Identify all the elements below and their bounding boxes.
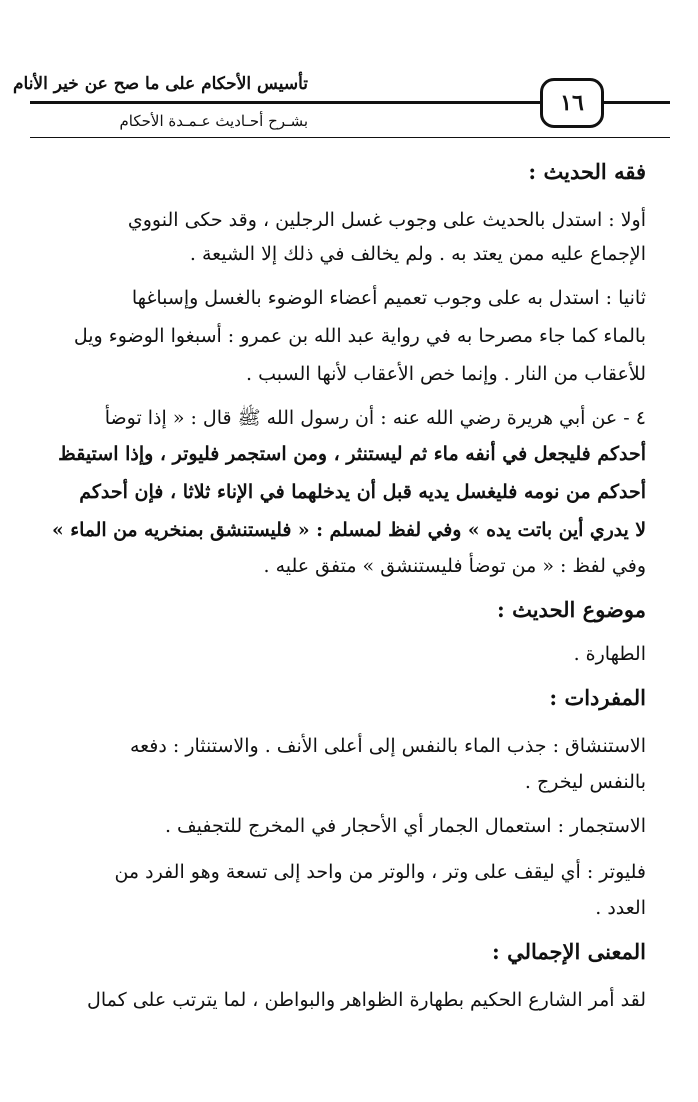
hadith-line-2: أحدكم فليجعل في أنفه ماء ثم ليستنثر ، ومن استجمر فليوتر ، وإذا استيقظ xyxy=(58,443,646,465)
topic-text: الطهارة . xyxy=(573,643,646,665)
page-number: ١٦ xyxy=(540,78,604,128)
text-line-1: أولا : استدل بالحديث على وجوب غسل الرجلين ، وقد حكى النووي xyxy=(127,209,646,231)
hadith-line-1: ٤ - عن أبي هريرة رضي الله عنه : أن رسول الله ﷺ قال : « إذا توضأ xyxy=(104,407,646,429)
text-line-5: للأعقاب من النار . وإنما خص الأعقاب لأنها السبب . xyxy=(246,363,646,385)
text-line-3: ثانيا : استدل به على وجوب تعميم أعضاء الوضوء بالغسل وإسباغها xyxy=(131,287,646,309)
vocab-line-2: بالنفس ليخرج . xyxy=(524,771,646,793)
vocab-line-5: العدد . xyxy=(595,897,646,919)
vocab-line-1: الاستنشاق : جذب الماء بالنفس إلى أعلى الأنف . والاستنثار : دفعه xyxy=(129,735,646,757)
text-line-4: بالماء كما جاء مصرحا به في رواية عبد الله بن عمرو : أسبغوا الوضوء ويل xyxy=(73,325,646,347)
book-subtitle: بشـرح أحـاديث عـمـدة الأحكام xyxy=(119,112,308,130)
meaning-line-1: لقد أمر الشارع الحكيم بطهارة الظواهر والبواطن ، لما يترتب على كمال xyxy=(87,989,646,1011)
vocab-line-3: الاستجمار : استعمال الجمار أي الأحجار في المخرج للتجفيف . xyxy=(164,815,646,837)
heading-vocab: المفردات : xyxy=(549,685,646,710)
text-line-2: الإجماع عليه ممن يعتد به . ولم يخالف في ذلك إلا الشيعة . xyxy=(189,243,646,265)
header-subrule xyxy=(30,137,670,138)
vocab-line-4: فليوتر : أي ليقف على وتر ، والوتر من واحد إلى تسعة وهو الفرد من xyxy=(114,861,646,883)
hadith-line-5: وفي لفظ : « من توضأ فليستنشق » متفق عليه . xyxy=(263,555,646,577)
hadith-line-4: لا يدري أين باتت يده » وفي لفظ لمسلم : « فليستنشق بمنخريه من الماء » xyxy=(51,519,646,541)
heading-topic: موضوع الحديث : xyxy=(497,597,646,622)
hadith-line-3: أحدكم من نومه فليغسل يديه قبل أن يدخلهما في الإناء ثلاثا ، فإن أحدكم xyxy=(79,481,646,503)
heading-fiqh: فقه الحديث : xyxy=(528,159,646,184)
book-title: تأسيس الأحكام على ما صح عن خير الأنام xyxy=(12,74,308,94)
heading-meaning: المعنى الإجمالي : xyxy=(492,939,646,964)
